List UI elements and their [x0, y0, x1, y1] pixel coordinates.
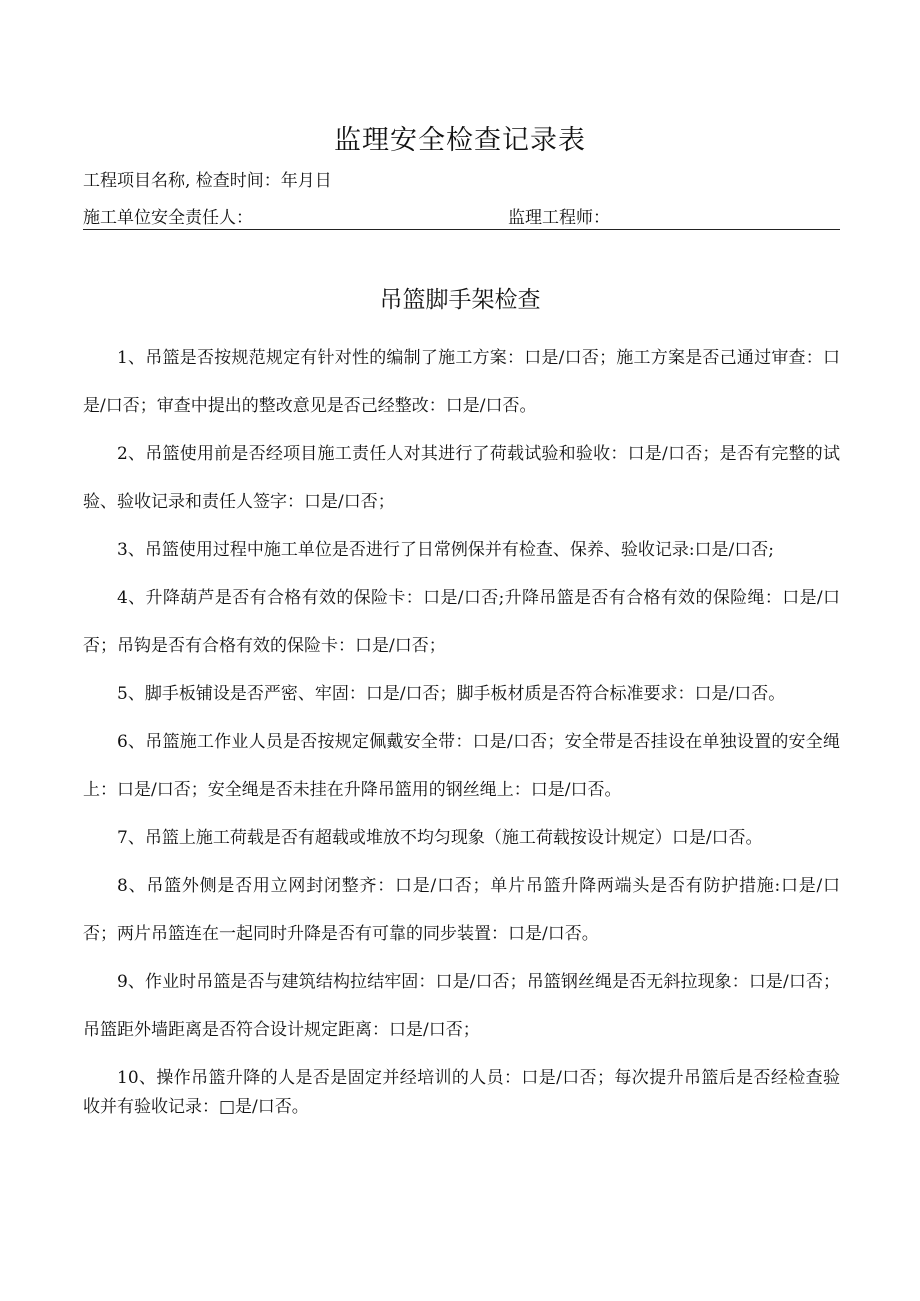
checklist-item: 10、操作吊篮升降的人是否是固定并经培训的人员：口是/口否；每次提升吊篮后是否经检查验收并有验收记录：□是/口否。 — [83, 1068, 840, 1117]
checklist — [83, 334, 840, 1122]
contractor-label: 施工单位安全责任人： — [83, 208, 253, 228]
section-title: 吊篮脚手架检查 — [379, 287, 541, 313]
checklist-item: 1、吊篮是否按规范规定有针对性的编制了施工方案：口是/口否；施工方案是否己通过审查：口是/口否；审查中提出的整改意见是否己经整改：口是/口否。 — [83, 348, 840, 416]
project-line: 工程项目名称, 检查时间：年月日 — [83, 171, 332, 191]
checklist-item: 4、升降葫芦是否有合格有效的保险卡：口是/口否;升降吊篮是否有合格有效的保险绳：口是/口否；吊钩是否有合格有效的保险卡：口是/口否； — [83, 588, 840, 656]
supervisor-label: 监理工程师： — [508, 208, 610, 228]
checklist-item: 6、吊篮施工作业人员是否按规定佩戴安全带：口是/口否；安全带是否挂设在单独设置的安全绳上：口是/口否；安全绳是否未挂在升降吊篮用的钢丝绳上：口是/口否。 — [83, 732, 840, 800]
responsibility-row — [83, 203, 840, 230]
checklist-item: 5、脚手板铺设是否严密、牢固：口是/口否；脚手板材质是否符合标准要求：口是/口否。 — [117, 684, 786, 704]
checklist-item: 8、吊篮外侧是否用立网封闭整齐：口是/口否；单片吊篮升降两端头是否有防护措施:口是/口否；两片吊篮连在一起同时升降是否有可靠的同步装置：口是/口否。 — [83, 876, 840, 944]
document-title: 监理安全检查记录表 — [334, 125, 586, 156]
checklist-item: 9、作业时吊篮是否与建筑结构拉结牢固：口是/口否；吊篮钢丝绳是否无斜拉现象：口是/口否；吊篮距外墙距离是否符合设计规定距离：口是/口否； — [83, 972, 840, 1040]
checklist-item: 3、吊篮使用过程中施工单位是否进行了日常例保并有检查、保养、验收记录:口是/口否; — [117, 540, 774, 560]
checklist-item: 2、吊篮使用前是否经项目施工责任人对其进行了荷载试验和验收：口是/口否；是否有完整的试验、验收记录和责任人签字：口是/口否； — [83, 444, 840, 512]
checklist-item: 7、吊篮上施工荷载是否有超载或堆放不均匀现象（施工荷载按设计规定）口是/口否。 — [117, 828, 763, 848]
